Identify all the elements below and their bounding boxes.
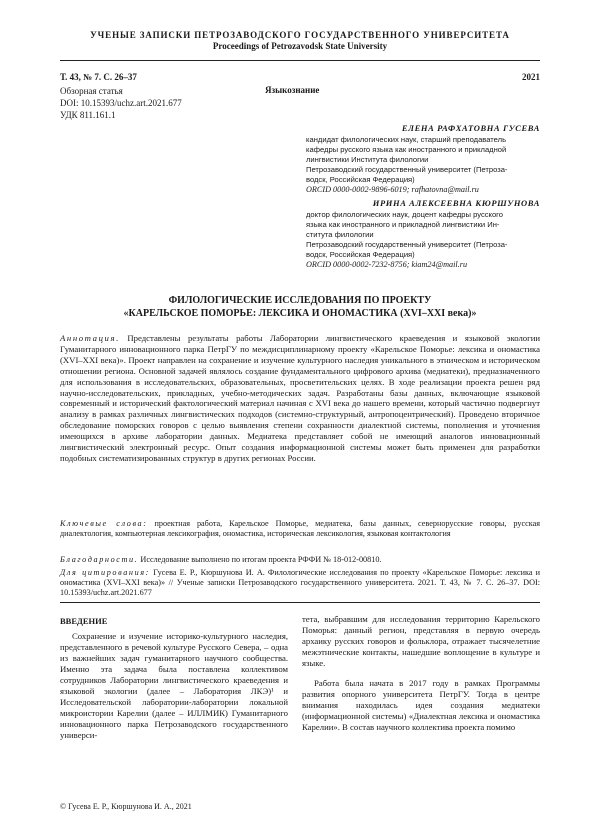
author-line: доктор филологических наук, доцент кафедры русского bbox=[306, 210, 504, 219]
acknowledgments-text: Исследование выполнено по итогам проекта РФФИ № 18-012-00810. bbox=[140, 555, 382, 564]
author-contact: ORCID 0000-0002-9896-6019; rafhatovna@mail.ru bbox=[306, 185, 479, 194]
author-contact: ORCID 0000-0002-7232-8756; kiam24@mail.ru bbox=[306, 260, 468, 269]
author-line: языка как иностранного и прикладной лингвистики Ин- bbox=[306, 220, 500, 229]
author-line: ститута филологии bbox=[306, 230, 374, 239]
volume-info: Т. 43, № 7. С. 26–37 bbox=[60, 72, 137, 82]
journal-title-en: Proceedings of Petrozavodsk State University bbox=[212, 41, 388, 51]
paragraph: Работа была начата в 2017 году в рамках Программы развития опорного университета ПетрГУ. Тогда в центре внимания находилась идея создания медиатеки (информационной системы) «Диалектная лексика и ономастика Карелии». В состав научного коллектива проекта помимо bbox=[302, 678, 540, 732]
citation-label: Для цитирования: bbox=[60, 568, 151, 577]
keywords-label: Ключевые слова: bbox=[60, 519, 148, 528]
article-type: Обзорная статья bbox=[60, 86, 123, 96]
author-line: кафедры русского языка как иностранного и прикладной bbox=[306, 145, 507, 154]
author-line: водск, Российская Федерация) bbox=[306, 175, 415, 184]
right-column bbox=[302, 614, 540, 733]
keywords-text: проектная работа, Карельское Поморье, медиатека, базы данных, севернорусские говоры, русская диалектология, компьютерная лексикография, ономастика, историческая лексикология, языковая контактология bbox=[60, 519, 540, 538]
paragraph: тета, выбравшим для исследования территорию Карельского Поморья: данный регион, представляя в первую очередь архаику русских говоров и фольклора, отражает тысячелетние межэтнические контакты, нашедшие воплощение в культуре и языке. bbox=[302, 614, 540, 668]
author-line: Петрозаводский государственный университет (Петроза- bbox=[306, 240, 508, 249]
year: 2021 bbox=[522, 72, 540, 82]
citation-divider bbox=[60, 602, 540, 603]
acknowledgments-label: Благодарности. bbox=[60, 555, 139, 564]
paragraph: Сохранение и изучение историко-культурного наследия, представленного в речевой культуре Русского Севера, – одна из важнейших задач гуманитарного научного сообщества. Именно эта задача была поставлена коллективом сотрудников Лаборатории лингвистического краеведения и языковой экологии (далее – Лаборатория ЛКЭ)¹ и Исследовательской лаборатории-лаборатории локальной микроистории Карелии (далее – ИЛЛМИК) Гуманитарного инновационного парка Петрозаводского государственного универси- bbox=[60, 631, 288, 740]
udc: УДК 811.161.1 bbox=[60, 110, 116, 120]
doi: DOI: 10.15393/uchz.art.2021.677 bbox=[60, 98, 182, 108]
author-line: лингвистики Института филологии bbox=[306, 155, 429, 164]
author-name: ИРИНА АЛЕКСЕЕВНА КЮРШУНОВА bbox=[372, 198, 540, 208]
journal-title-ru: УЧЕНЫЕ ЗАПИСКИ ПЕТРОЗАВОДСКОГО ГОСУДАРСТВЕННОГО УНИВЕРСИТЕТА bbox=[90, 30, 510, 40]
abstract-label: Аннотация. bbox=[60, 333, 120, 343]
author-line: водск, Российская Федерация) bbox=[306, 250, 415, 259]
title-line: ФИЛОЛОГИЧЕСКИЕ ИССЛЕДОВАНИЯ ПО ПРОЕКТУ bbox=[168, 295, 432, 306]
author-info bbox=[306, 135, 542, 195]
rubric: Языкознание bbox=[265, 85, 320, 95]
citation bbox=[60, 568, 540, 597]
author-name: ЕЛЕНА РАФХАТОВНА ГУСЕВА bbox=[401, 123, 540, 133]
section-title: ВВЕДЕНИЕ bbox=[60, 616, 108, 626]
copyright-footnote: © Гусева Е. Р., Кюршунова И. А., 2021 bbox=[60, 802, 192, 811]
abstract-text: Представлены результаты работы Лаборатории лингвистического краеведения и языковой экологии Гуманитарного инновационного парка ПетрГУ по междисциплинарному проекту «Карельское Поморье: лексика и ономастика (XVI–XXI века)». Проект направлен на сохранение и изучение культурного наследия уникального в этническом и историческом отношении региона. Основной задачей являлось создание фундаментального цифрового архива (медиатеки), предназначенного для использования в исследовательских, образовательных, просветительских целях. В ходе реализации проекта решен ряд научно-исследовательских, прикладных, учебно-методических задач. Разработаны базы данных, включающие языковой современный и исторический фактологический материал начиная с XVI века до нашего времени, который частично подвергнут анализу в рамках различных лингвистических подходов (системно-структурный, антропоцентрический). Проведено вторичное обследование поморских говоров с целью выявления степени сохранности диалектной системы, пополнения и уточнения имеющихся в архиве лаборатории данных. Медиатека представляет собой не имеющий аналогов инновационный лингвистический электронный ресурс. Опыт создания информационной системы может быть применен для разработки подобных систематизированных структур в других регионах России. bbox=[60, 333, 541, 463]
header-divider bbox=[60, 60, 540, 61]
acknowledgments bbox=[60, 555, 540, 565]
author-line: Петрозаводский государственный университет (Петроза- bbox=[306, 165, 508, 174]
abstract bbox=[60, 333, 540, 464]
left-column bbox=[60, 631, 288, 741]
citation-text: Гусева Е. Р., Кюршунова И. А. Филологические исследования по проекту «Карельское Поморье: лексика и ономастика (XVI–XXI века)» // Ученые записки Петрозаводского государственного университета. 2021. Т. 43, № 7. С. 26–37. DOI: 10.15393/uchz.art.2021.677 bbox=[60, 568, 541, 597]
author-line: кандидат филологических наук, старший преподаватель bbox=[306, 135, 507, 144]
title-line: «КАРЕЛЬСКОЕ ПОМОРЬЕ: ЛЕКСИКА И ОНОМАСТИКА (XVI–XXI века)» bbox=[123, 308, 477, 319]
author-info bbox=[306, 210, 542, 270]
keywords bbox=[60, 519, 540, 539]
article-title bbox=[60, 294, 540, 320]
